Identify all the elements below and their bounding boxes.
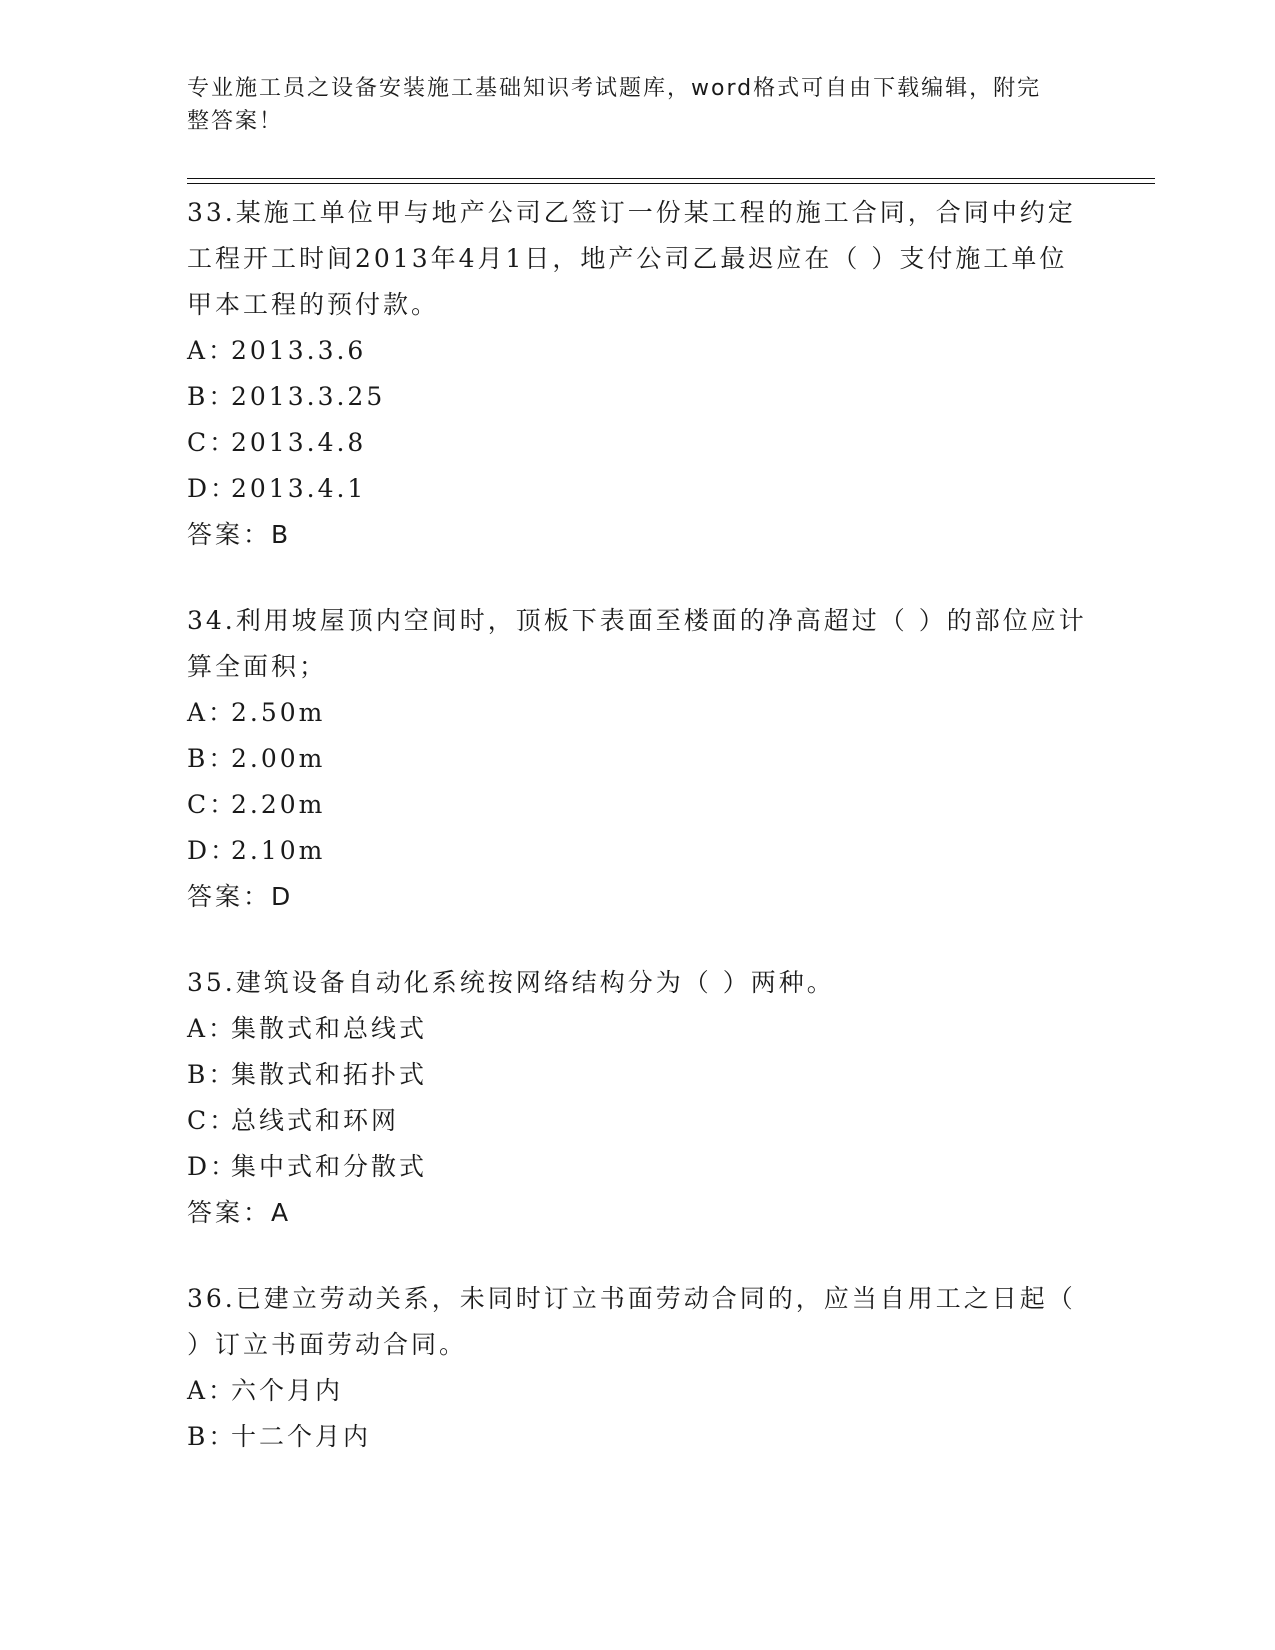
option-d — [187, 1144, 1087, 1190]
option-b — [187, 1052, 1087, 1098]
header-line-1: 专业施工员之设备安装施工基础知识考试题库，word格式可自由下载编辑，附完 — [187, 76, 1042, 101]
option-text: 2013.3.6 — [231, 336, 367, 365]
option-a — [187, 690, 1087, 736]
option-a — [187, 328, 1087, 374]
question-text: 34.利用坡屋顶内空间时，顶板下表面至楼面的净高超过（ ）的部位应计算全面积； — [187, 606, 1087, 681]
question-36 — [187, 1276, 1087, 1460]
option-d — [187, 466, 1087, 512]
document-header — [187, 72, 1067, 138]
option-text: 2.10m — [231, 836, 326, 865]
option-letter: A： — [187, 698, 237, 727]
option-text: 十二个月内 — [231, 1422, 372, 1451]
option-text: 2.20m — [231, 790, 326, 819]
option-b — [187, 374, 1087, 420]
option-letter: D： — [187, 836, 239, 865]
question-35 — [187, 960, 1087, 1236]
option-text: 集散式和总线式 — [231, 1014, 428, 1043]
option-letter: B： — [187, 382, 237, 411]
option-c — [187, 420, 1087, 466]
option-letter: A： — [187, 1376, 237, 1405]
option-c — [187, 1098, 1087, 1144]
question-list — [187, 190, 1087, 1500]
option-text: 集中式和分散式 — [231, 1152, 428, 1181]
header-rule-top — [187, 178, 1155, 179]
option-b — [187, 736, 1087, 782]
option-text: 2.50m — [231, 698, 326, 727]
option-a — [187, 1006, 1087, 1052]
header-line-2: 整答案！ — [187, 109, 284, 134]
option-letter: C： — [187, 790, 238, 819]
option-letter: A： — [187, 336, 237, 365]
option-d — [187, 828, 1087, 874]
option-letter: D： — [187, 474, 239, 503]
option-text: 2013.4.1 — [231, 474, 367, 503]
question-34 — [187, 598, 1087, 920]
option-text: 2013.3.25 — [231, 382, 386, 411]
option-letter: B： — [187, 744, 237, 773]
option-letter: D： — [187, 1152, 239, 1181]
option-b — [187, 1414, 1087, 1460]
option-text: 总线式和环网 — [231, 1106, 400, 1135]
question-33 — [187, 190, 1087, 558]
option-text: 2013.4.8 — [231, 428, 367, 457]
answer-line: 答案：B — [187, 520, 292, 549]
option-letter: B： — [187, 1060, 237, 1089]
option-text: 集散式和拓扑式 — [231, 1060, 428, 1089]
option-text: 六个月内 — [231, 1376, 344, 1405]
question-text: 35.建筑设备自动化系统按网络结构分为（ ）两种。 — [187, 968, 835, 997]
header-rule-bottom — [187, 183, 1155, 184]
option-letter: C： — [187, 428, 238, 457]
option-letter: B： — [187, 1422, 237, 1451]
answer-line: 答案：A — [187, 1198, 292, 1227]
option-a — [187, 1368, 1087, 1414]
question-text: 36.已建立劳动关系，未同时订立书面劳动合同的，应当自用工之日起（ ）订立书面劳动合同。 — [187, 1284, 1076, 1359]
option-letter: C： — [187, 1106, 238, 1135]
option-text: 2.00m — [231, 744, 326, 773]
option-letter: A： — [187, 1014, 237, 1043]
question-text: 33.某施工单位甲与地产公司乙签订一份某工程的施工合同，合同中约定工程开工时间2013年4月1日，地产公司乙最迟应在（ ）支付施工单位甲本工程的预付款。 — [187, 198, 1076, 319]
answer-line: 答案：D — [187, 882, 294, 911]
option-c — [187, 782, 1087, 828]
